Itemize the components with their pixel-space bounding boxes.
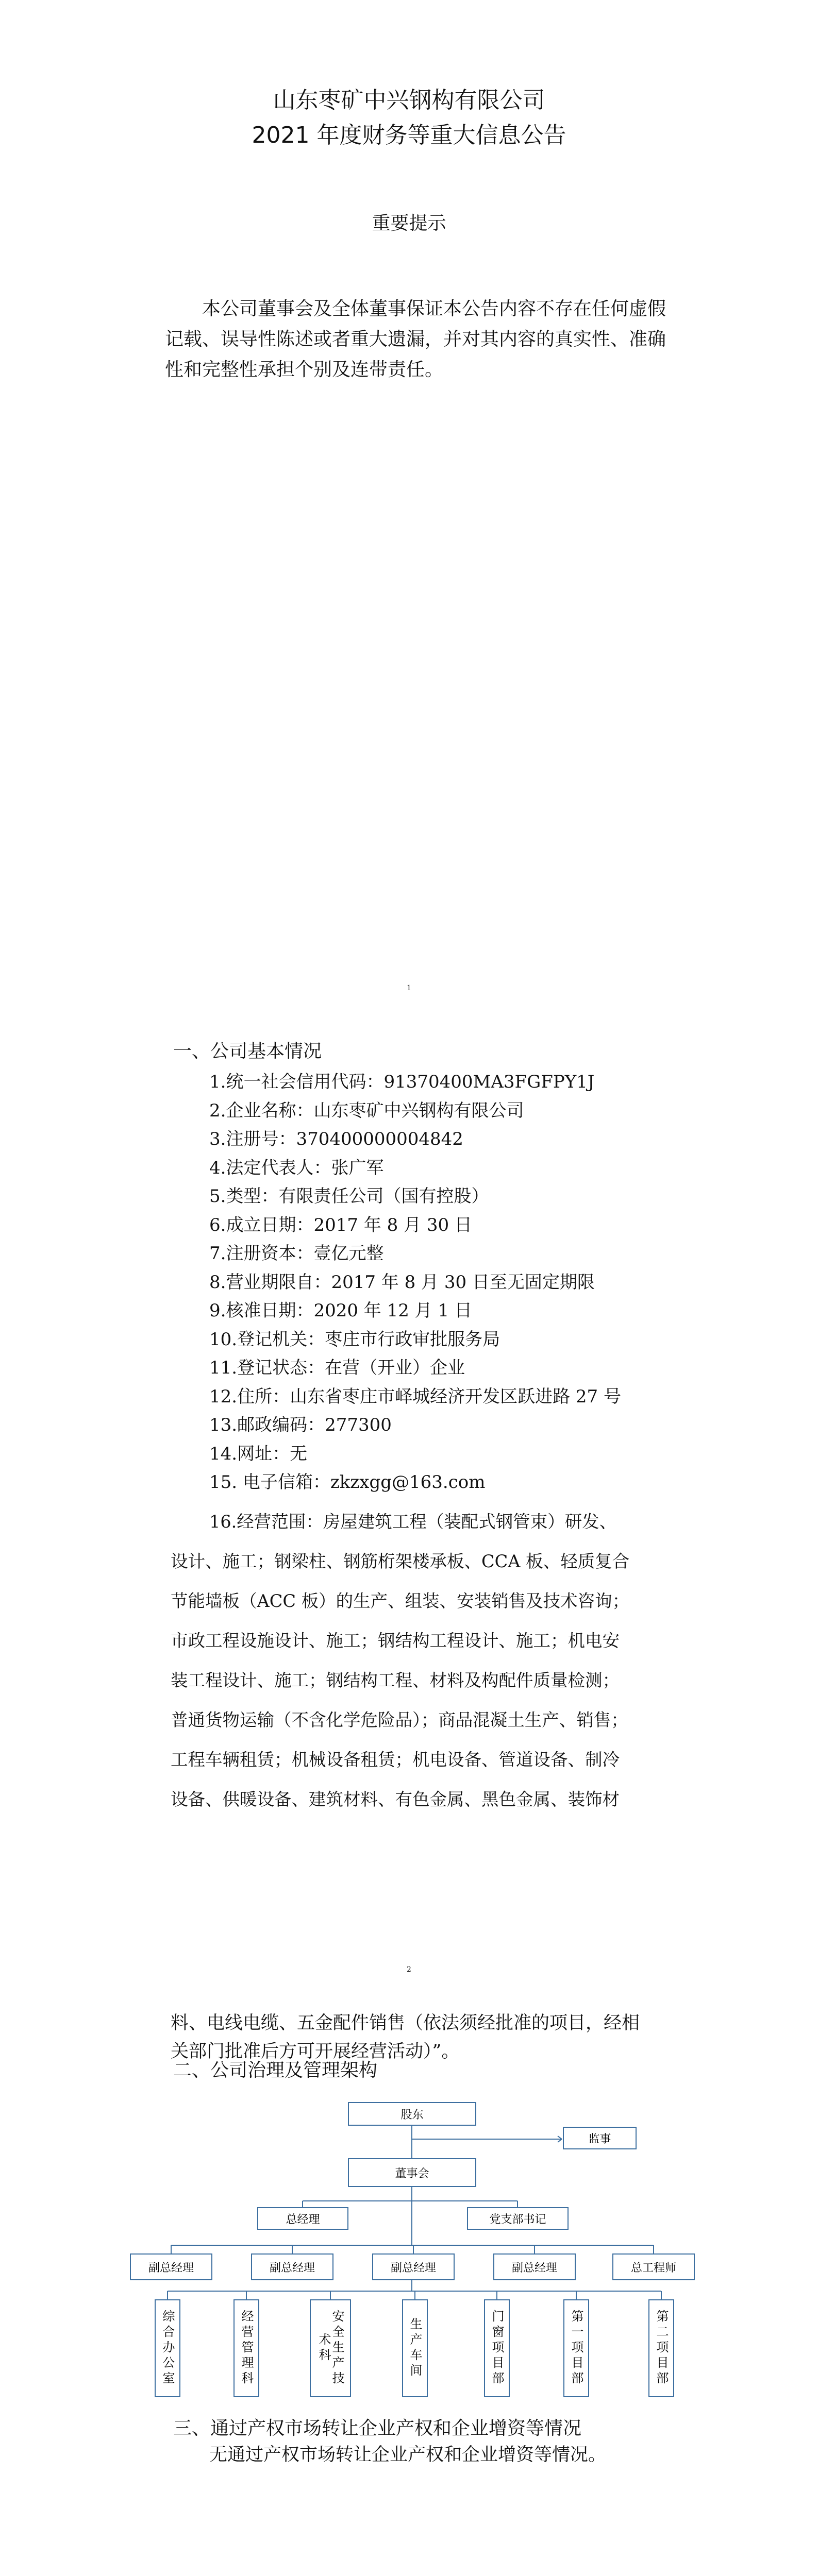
page-3 <box>0 2009 818 2576</box>
business-scope-line: 普通货物运输（不含化学危险品）；商品混凝土生产、销售； <box>171 1710 628 1730</box>
org-node-department-label: 生产车间 <box>408 2317 422 2379</box>
basic-info-item: 1.统一社会信用代码：91370400MA3FGFPY1J <box>209 1072 595 1092</box>
basic-info-item: 5.类型：有限责任公司（国有控股） <box>209 1186 489 1207</box>
business-scope-line: 工程车辆租赁；机械设备租赁；机电设备、管道设备、制冷 <box>171 1750 620 1770</box>
basic-info-item: 9.核准日期：2020 年 12 月 1 日 <box>209 1300 472 1321</box>
basic-info-item: 6.成立日期：2017 年 8 月 30 日 <box>209 1214 472 1235</box>
basic-info-item: 2.企业名称：山东枣矿中兴钢构有限公司 <box>209 1100 524 1121</box>
section-heading-governance: 二、公司治理及管理架构 <box>173 2060 378 2081</box>
section-heading-basic-info: 一、公司基本情况 <box>173 1041 322 1062</box>
company-title: 山东枣矿中兴钢构有限公司 <box>273 87 545 113</box>
business-scope-continued-line: 关部门批准后方可开展经营活动）”。 <box>171 2041 460 2062</box>
org-node-party-secretary: 党支部书记 <box>467 2207 569 2230</box>
basic-info-item: 14.网址：无 <box>209 1443 308 1464</box>
org-node-department-label: 经营管理科 <box>239 2310 254 2387</box>
org-node-department <box>563 2299 589 2397</box>
org-node-department <box>484 2299 510 2397</box>
org-node-level3: 总工程师 <box>612 2253 695 2280</box>
org-node-department-label: 第一项目部 <box>569 2310 583 2387</box>
org-node-department-label: 综合办公室 <box>160 2310 175 2387</box>
basic-info-item: 10.登记机关：枣庄市行政审批服务局 <box>209 1329 500 1350</box>
org-node-department <box>310 2299 351 2397</box>
basic-info-item: 15. 电子信箱：zkzxgg@163.com <box>209 1472 486 1493</box>
org-chart-connectors <box>0 2009 818 2576</box>
page-number: 2 <box>407 1965 411 1974</box>
business-scope-line: 设计、施工；钢梁柱、钢筋桁架楼承板、CCA 板、轻质复合 <box>171 1551 630 1571</box>
business-scope-line: 16.经营范围：房屋建筑工程（装配式钢管束）研发、 <box>209 1512 617 1532</box>
basic-info-item: 3.注册号：370400000004842 <box>209 1129 463 1149</box>
org-node-supervisor: 监事 <box>563 2127 637 2149</box>
notice-text: 本公司董事会及全体董事保证本公告内容不存在任何虚假记载、误导性陈述或者重大遗漏，并对其内容的真实性、准确性和完整性承担个别及连带责任。 <box>165 298 666 380</box>
org-node-level3: 副总经理 <box>251 2253 333 2280</box>
basic-info-item: 13.邮政编码：277300 <box>209 1415 392 1435</box>
page-2 <box>0 997 818 2009</box>
business-scope-line: 装工程设计、施工；钢结构工程、材料及构配件质量检测； <box>171 1670 620 1690</box>
org-node-board: 董事会 <box>348 2158 476 2187</box>
org-node-department-label: 安全生产技术科 <box>316 2310 344 2387</box>
page-1 <box>0 0 818 997</box>
org-node-department <box>648 2299 674 2397</box>
business-scope-line: 节能墙板（ACC 板）的生产、组装、安装销售及技术咨询； <box>171 1591 630 1611</box>
business-scope-line: 设备、供暖设备、建筑材料、有色金属、黑色金属、装饰材 <box>171 1789 620 1809</box>
org-node-level3: 副总经理 <box>493 2253 576 2280</box>
org-node-department-label: 门窗项目部 <box>490 2310 504 2387</box>
org-node-shareholders: 股东 <box>348 2102 476 2126</box>
org-node-general-manager: 总经理 <box>257 2207 348 2230</box>
business-scope-continued-line: 料、电线电缆、五金配件销售（依法须经批准的项目，经相 <box>171 2013 640 2033</box>
org-chart <box>0 2009 818 2576</box>
basic-info-item: 11.登记状态：在营（开业）企业 <box>209 1358 465 1378</box>
basic-info-item: 4.法定代表人：张广军 <box>209 1157 384 1178</box>
basic-info-item: 12.住所：山东省枣庄市峄城经济开发区跃进路 27 号 <box>209 1386 621 1407</box>
basic-info-item: 8.营业期限自：2017 年 8 月 30 日至无固定期限 <box>209 1272 595 1293</box>
notice-heading: 重要提示 <box>372 213 446 234</box>
basic-info-item: 7.注册资本：壹亿元整 <box>209 1243 384 1264</box>
org-node-department <box>233 2299 259 2397</box>
business-scope-line: 市政工程设施设计、施工；钢结构工程设计、施工；机电安 <box>171 1631 620 1651</box>
org-node-department-label: 第二项目部 <box>654 2310 669 2387</box>
org-node-department <box>402 2299 428 2397</box>
report-title: 2021 年度财务等重大信息公告 <box>252 122 566 148</box>
section-heading-equity: 三、通过产权市场转让企业产权和企业增资等情况 <box>173 2418 582 2439</box>
org-node-department <box>155 2299 180 2397</box>
equity-text: 无通过产权市场转让企业产权和企业增资等情况。 <box>209 2445 607 2465</box>
page-number: 1 <box>407 984 411 992</box>
org-node-level3: 副总经理 <box>372 2253 455 2280</box>
org-node-level3: 副总经理 <box>130 2253 212 2280</box>
